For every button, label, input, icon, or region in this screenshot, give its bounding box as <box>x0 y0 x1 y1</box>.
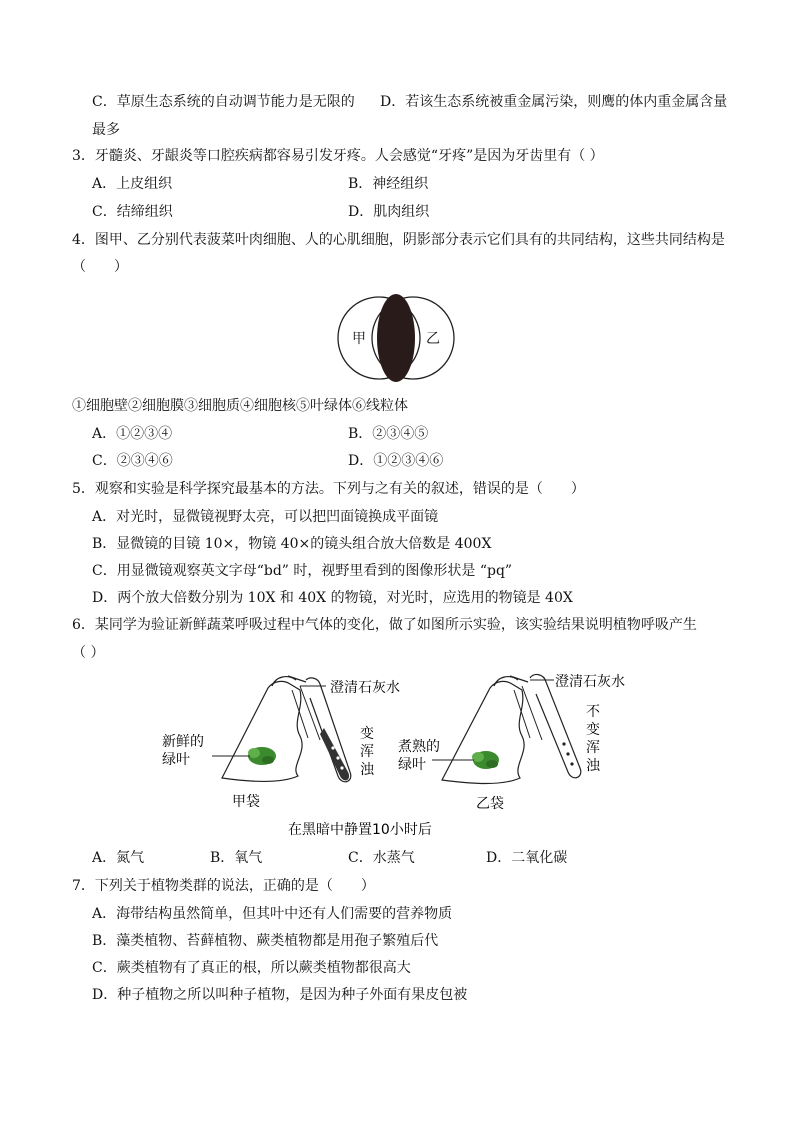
label-fresh-leaf-2: 绿叶 <box>162 752 190 768</box>
bag-b-group <box>432 675 581 784</box>
label-turbid-1: 变 <box>360 726 374 742</box>
q2-option-c: C．草原生态系统的自动调节能力是无限的 <box>92 94 355 110</box>
experiment-figure <box>150 668 650 842</box>
bag-a <box>222 681 302 781</box>
q3-stem: 3．牙髓炎、牙龈炎等口腔疾病都容易引发牙疼。人会感觉“牙疼”是因为牙齿里有（ ） <box>72 148 604 164</box>
q5-stem: 5．观察和实验是科学探究最基本的方法。下列与之有关的叙述，错误的是（ ） <box>72 481 585 497</box>
q7-option-b: B．藻类植物、苔藓植物、蕨类植物都是用孢子繁殖后代 <box>92 933 439 949</box>
q4-option-c: C．②③④⑥ <box>92 453 173 469</box>
label-boiled-leaf-1: 煮熟的 <box>398 739 440 755</box>
q4-structure-list: ①细胞壁②细胞膜③细胞质④细胞核⑤叶绿体⑥线粒体 <box>72 398 408 414</box>
q7-option-a: A．海带结构虽然简单，但其叶中还有人们需要的营养物质 <box>92 906 453 922</box>
test-tube-b <box>530 675 581 778</box>
label-not-turbid-3: 浑 <box>586 740 600 756</box>
boiled-leaf <box>472 751 499 769</box>
q5-option-c: C．用显微镜观察英文字母“bd” 时，视野里看到的图像形状是 “pq” <box>92 563 513 579</box>
venn-label-left: 甲 <box>352 331 366 347</box>
q7-stem: 7．下列关于植物类群的说法，正确的是（ ） <box>72 878 375 894</box>
q7-option-d: D．种子植物之所以叫种子植物，是因为种子外面有果皮包被 <box>92 987 468 1003</box>
q4-option-b: B．②③④⑤ <box>348 426 429 442</box>
label-boiled-leaf-2: 绿叶 <box>398 757 426 773</box>
q6-stem: 6．某同学为验证新鲜蔬菜呼吸过程中气体的变化，做了如图所示实验，该实验结果说明植物呼吸产生 <box>72 617 697 633</box>
fresh-leaf <box>248 747 276 765</box>
label-bag-b: 乙袋 <box>476 796 504 812</box>
q4-option-a: A．①②③④ <box>92 426 173 442</box>
q5-option-b: B．显微镜的目镜 10×，物镜 40×的镜头组合放大倍数是 400X <box>92 536 492 552</box>
label-limewater-a: 澄清石灰水 <box>330 680 400 696</box>
q3-option-c: C．结缔组织 <box>92 204 173 220</box>
label-not-turbid-4: 浊 <box>586 758 600 774</box>
q4-option-d: D．①②③④⑥ <box>348 453 444 469</box>
q6-option-b: B．氧气 <box>210 850 263 866</box>
label-limewater-b: 澄清石灰水 <box>555 674 625 690</box>
q4-stem: 4．图甲、乙分别代表菠菜叶肉细胞、人的心肌细胞，阴影部分表示它们具有的共同结构，这些共同结构是 <box>72 232 725 248</box>
q2-option-d: D．若该生态系统被重金属污染，则鹰的体内重金属含量 <box>380 94 728 110</box>
venn-label-right: 乙 <box>426 331 440 347</box>
label-bag-a: 甲袋 <box>232 794 260 810</box>
q6-option-d: D．二氧化碳 <box>486 850 568 866</box>
label-fresh-leaf-1: 新鲜的 <box>162 734 204 750</box>
q7-option-c: C．蕨类植物有了真正的根，所以蕨类植物都很高大 <box>92 960 411 976</box>
q6-option-a: A．氮气 <box>92 850 145 866</box>
q3-option-b: B．神经组织 <box>348 176 429 192</box>
label-turbid-2: 浑 <box>360 744 374 760</box>
q5-option-d: D．两个放大倍数分别为 10X 和 40X 的物镜，对光时，应选用的物镜是 40X <box>92 590 573 606</box>
q2-option-d-cont: 最多 <box>92 122 120 138</box>
label-not-turbid-2: 变 <box>586 722 600 738</box>
label-turbid-3: 浊 <box>360 762 374 778</box>
q5-option-a: A．对光时，显微镜视野太亮，可以把凹面镜换成平面镜 <box>92 509 439 525</box>
q3-option-a: A．上皮组织 <box>92 176 173 192</box>
label-not-turbid-1: 不 <box>586 704 600 720</box>
q3-option-d: D．肌肉组织 <box>348 204 430 220</box>
q6-option-c: C．水蒸气 <box>348 850 415 866</box>
venn-overlap-shaded <box>377 294 415 382</box>
figure-caption: 在黑暗中静置10小时后 <box>288 822 432 838</box>
q4-stem-cont: （ ） <box>72 259 128 275</box>
venn-diagram <box>336 288 456 388</box>
q6-stem-cont: （ ） <box>72 645 105 661</box>
